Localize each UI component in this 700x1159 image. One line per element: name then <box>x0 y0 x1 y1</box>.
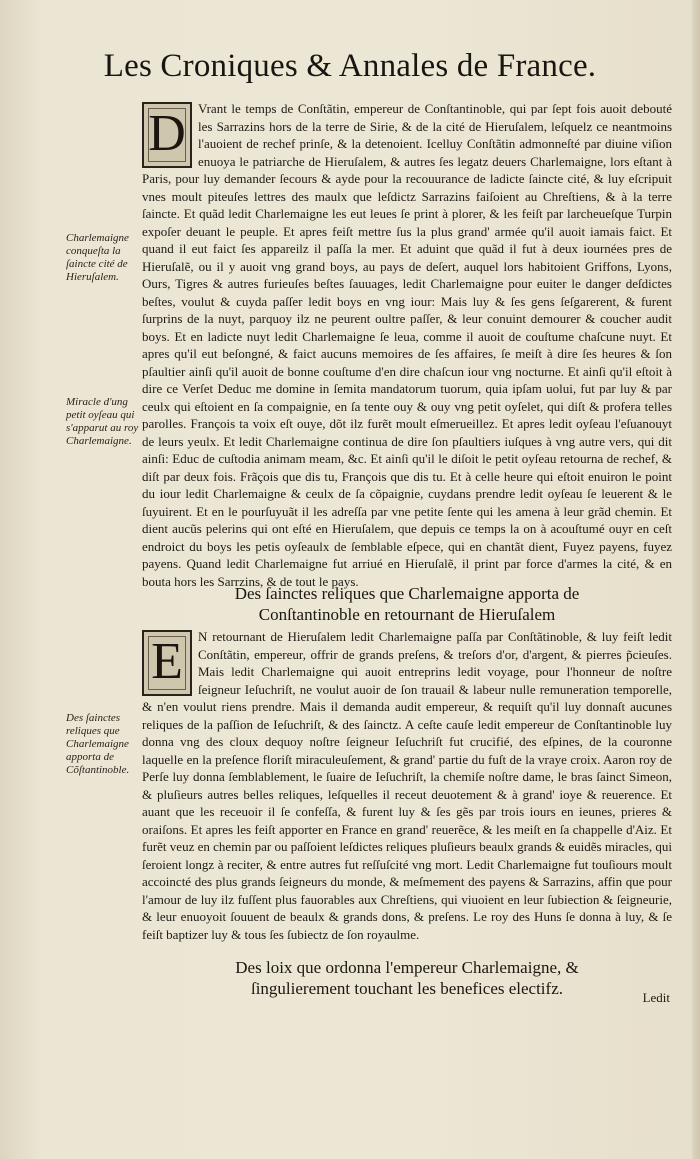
page-title: Les Croniques & Annales de France. <box>103 48 597 84</box>
margin-note-1: Charlemaigne conqueſta la ſaincte cité de Hieruſalem. <box>66 232 129 283</box>
heading-2-line-1: Des loix que ordonna l'empereur Charlemaigne, & <box>235 958 579 977</box>
section-heading-2 <box>142 957 672 999</box>
margin-note-3: Des ſainctes reliques que Charlemaigne apporta de Cõſtantinoble. <box>66 712 130 776</box>
heading-2-line-2: ſingulierement touchant les benefices electifz. <box>250 979 563 998</box>
heading-1-line-2: Conſtantinoble en retournant de Hieruſalem <box>258 605 556 624</box>
paragraph-1: Vrant le temps de Conſtãtin, empereur de Conſtantinoble, qui par ſept fois auoit debouté les Sarrazins hors de la terre de Sirie, & de la cité de Hieruſalem, leſquelz ce neantmoins l'auoient de rechef prinſe, & la detenoient. Icelluy Conſtãtin admonneſté par diuine viſion enuoya le patriarche de Hieruſalem, & autres ſes legatz deuers Charlemaigne, lors eſtant à Paris, pour luy demander ſecours & ayde pour la recouurance de ladicte ſaincte cité, & luy eſcripuit vnes moult piteuſes lettres des maulx que leſdictz Sarrazins faiſoient au Chreſtiens, & à la terre ſaincte. Et quãd ledit Charlemaigne les eut leues ſe print à plorer, & les feiſt par larcheueſque Turpin expoſer deuant le peuple. Et apres feiſt mettre ſus la plus grand' armée qu'il auoit iamais faict. Et quand il eut faict ſes appareilz il paſſa la mer. Et aduint que quãd il fut à deux iournées pres de Hieruſalẽ, ou il y auoit vng grand boys, au pays de deſert, auquel lors habitoient Griffons, Lyons, Ours, Tigres & autres furieuſes beſtes ſauuages, ledit Charlemaigne pour euiter le danger deſdictes beſtes, voulut & cuyda paſſer ledit boys en vng iour: Mais luy & ſes gens ſeſgarerent, & furent ſurprins de la nuyt, parquoy ilz ne peurent oultre paſſer, & leur conuint demourer & coucher audit boys. Et en ladicte nuyt ledit Charlemaigne ſe leua, comme il auoit de couſtume chaſcune nuyt. Et apres qu'il eut beſongné, & faict aucuns memoires de ſes affaires, ſe meiſt à dire ſes heures & ſon pſaultier ainſi qu'il auoit de bonne couſtume d'en dire chaſcun iour vng nocturne. Et ainſi qu'il eſtoit à dire ce Verſet Deduc me domine in ſemita mandatorum tuorum, quia ipſam uolui, fut par luy & par ceulx qui eſtoient en ſa compaignie, en ſa tente ouy & ouy vng petit oyſelet, qui diſt & profera telles parolles. François ta voix eſt ouye, dõt ilz furẽt moult eſmerueillez. Et apres ledit oyſeau l'eſuanouyt de leurs yeulx. Et ledit Charlemaigne continua de dire ſon pſaultiers iuſques à vng autre vers, qui dit ainſi: Educ de cuſtodia animam meam, &c. Et ainſi qu'il le diſoit le petit oyſeau retourna de rechef, & diſt par deux fois. Frãçois que dis tu, François que dis tu. Et à celle heure qui eſtoit enuiron le point du iour ledit Charlemaigne & ceulx de ſa cõpaignie, cuydans prendre ledit oyſeau ſe leuerent & le ſuyuirent. Et en le pourſuyuãt il les adreſſa par vne petite ſente qui les amena à leur grãd chemin. Et dient aucũs pelerins qui ont eſté en Hieruſalem, que depuis ce temps la on à acouſtumé ouyr en ceſt endroict du boys les petis oyſeaulx de ſemblable eſpece, qui en chantãt dient, Fuyez payens, fuyez payens. Quand ledit Charlemaigne fut arriué en Hieruſalẽ, il print par force d'armes la cité, & en bouta hors les Sarrzins, & de tout le pays. <box>142 101 672 589</box>
dropcap-e <box>142 630 192 696</box>
margin-note-2: Miracle d'ung petit oyſeau qui s'apparut au roy Charlemaigne. <box>66 396 139 447</box>
section-1 <box>142 100 672 590</box>
dropcap-letter: D <box>148 105 186 162</box>
dropcap-d <box>142 102 192 168</box>
catchword: Ledit <box>642 990 670 1005</box>
section-heading-1 <box>142 583 672 625</box>
paragraph-2: N retournant de Hieruſalem ledit Charlemaigne paſſa par Conſtãtinoble, & luy feiſt ledit Conſtãtin, empereur, offrir de grands preſens, & treſors d'or, d'argent, & pierres p̃cieuſes. Mais ledit Charlemaigne qui auoit entreprins ledit voyage, pour l'honneur de noſtre ſeigneur Ieſuchriſt, ne voulut auoir de ſon trauail & labeur nulle remuneration temporelle, & n'en voulut riens prendre. Mais il demanda audit empereur, & requiſt qu'il luy donnaſt aucunes reliques de la paſſion de Ieſuchriſt, & des ſainctz. A ceſte cauſe ledit empereur de Conſtantinoble luy donna vng des cloux dequoy noſtre ſeigneur Ieſuchriſt fut crucifié, des eſpines, de la couronne laquelle en la preſence floriſt miraculeuſement, & grand' partie du fuſt de la vraye croix. Aaron roy de Perſe luy donna ſemblablement, le ſuaire de Ieſuchriſt, la chemiſe noſtre dame, le bras ſainct Simeon, & pluſieurs autres belles reliques, leſquelles il receut deuotement & à grand' ioye & reuerence. Et auant que les receuoir il ſe confeſſa, & furent luy & ſes gẽs par trois iours en ieunes, prieres & oraiſons. Et apres les feiſt apporter en France en grand' reuerẽce, & les meiſt en ſa chappelle d'Aiz. Et furẽt veuz en chemin par ou paſſoient leſdictes reliques pluſieurs beaulx grands & euidẽs miracles, qui ſeroient longz à reciter, & entre autres fut reſſuſcité vng mort. Ledit Charlemaigne fut touſiours moult accoincté des plus grands ſeigneurs du monde, & meſmement des payens & Sarrazins, affin que pour l'amour de luy ilz fuſſent plus fauorables aux Chreſtiens, qui viuoient en leur ſubiection & ſeigneurie, & leur enuoyoit ſouuent de beaulx & grands dons, & preſens. Le roy des Huns ſe donna à luy, & ſe feiſt baptizer luy & tous ſes ſubiectz de ſon royaulme. <box>142 629 672 942</box>
heading-1-line-1: Des ſainctes reliques que Charlemaigne apporta de <box>234 584 580 603</box>
dropcap-letter: E <box>151 633 183 690</box>
section-2 <box>142 628 672 943</box>
page-edge <box>692 0 700 1159</box>
